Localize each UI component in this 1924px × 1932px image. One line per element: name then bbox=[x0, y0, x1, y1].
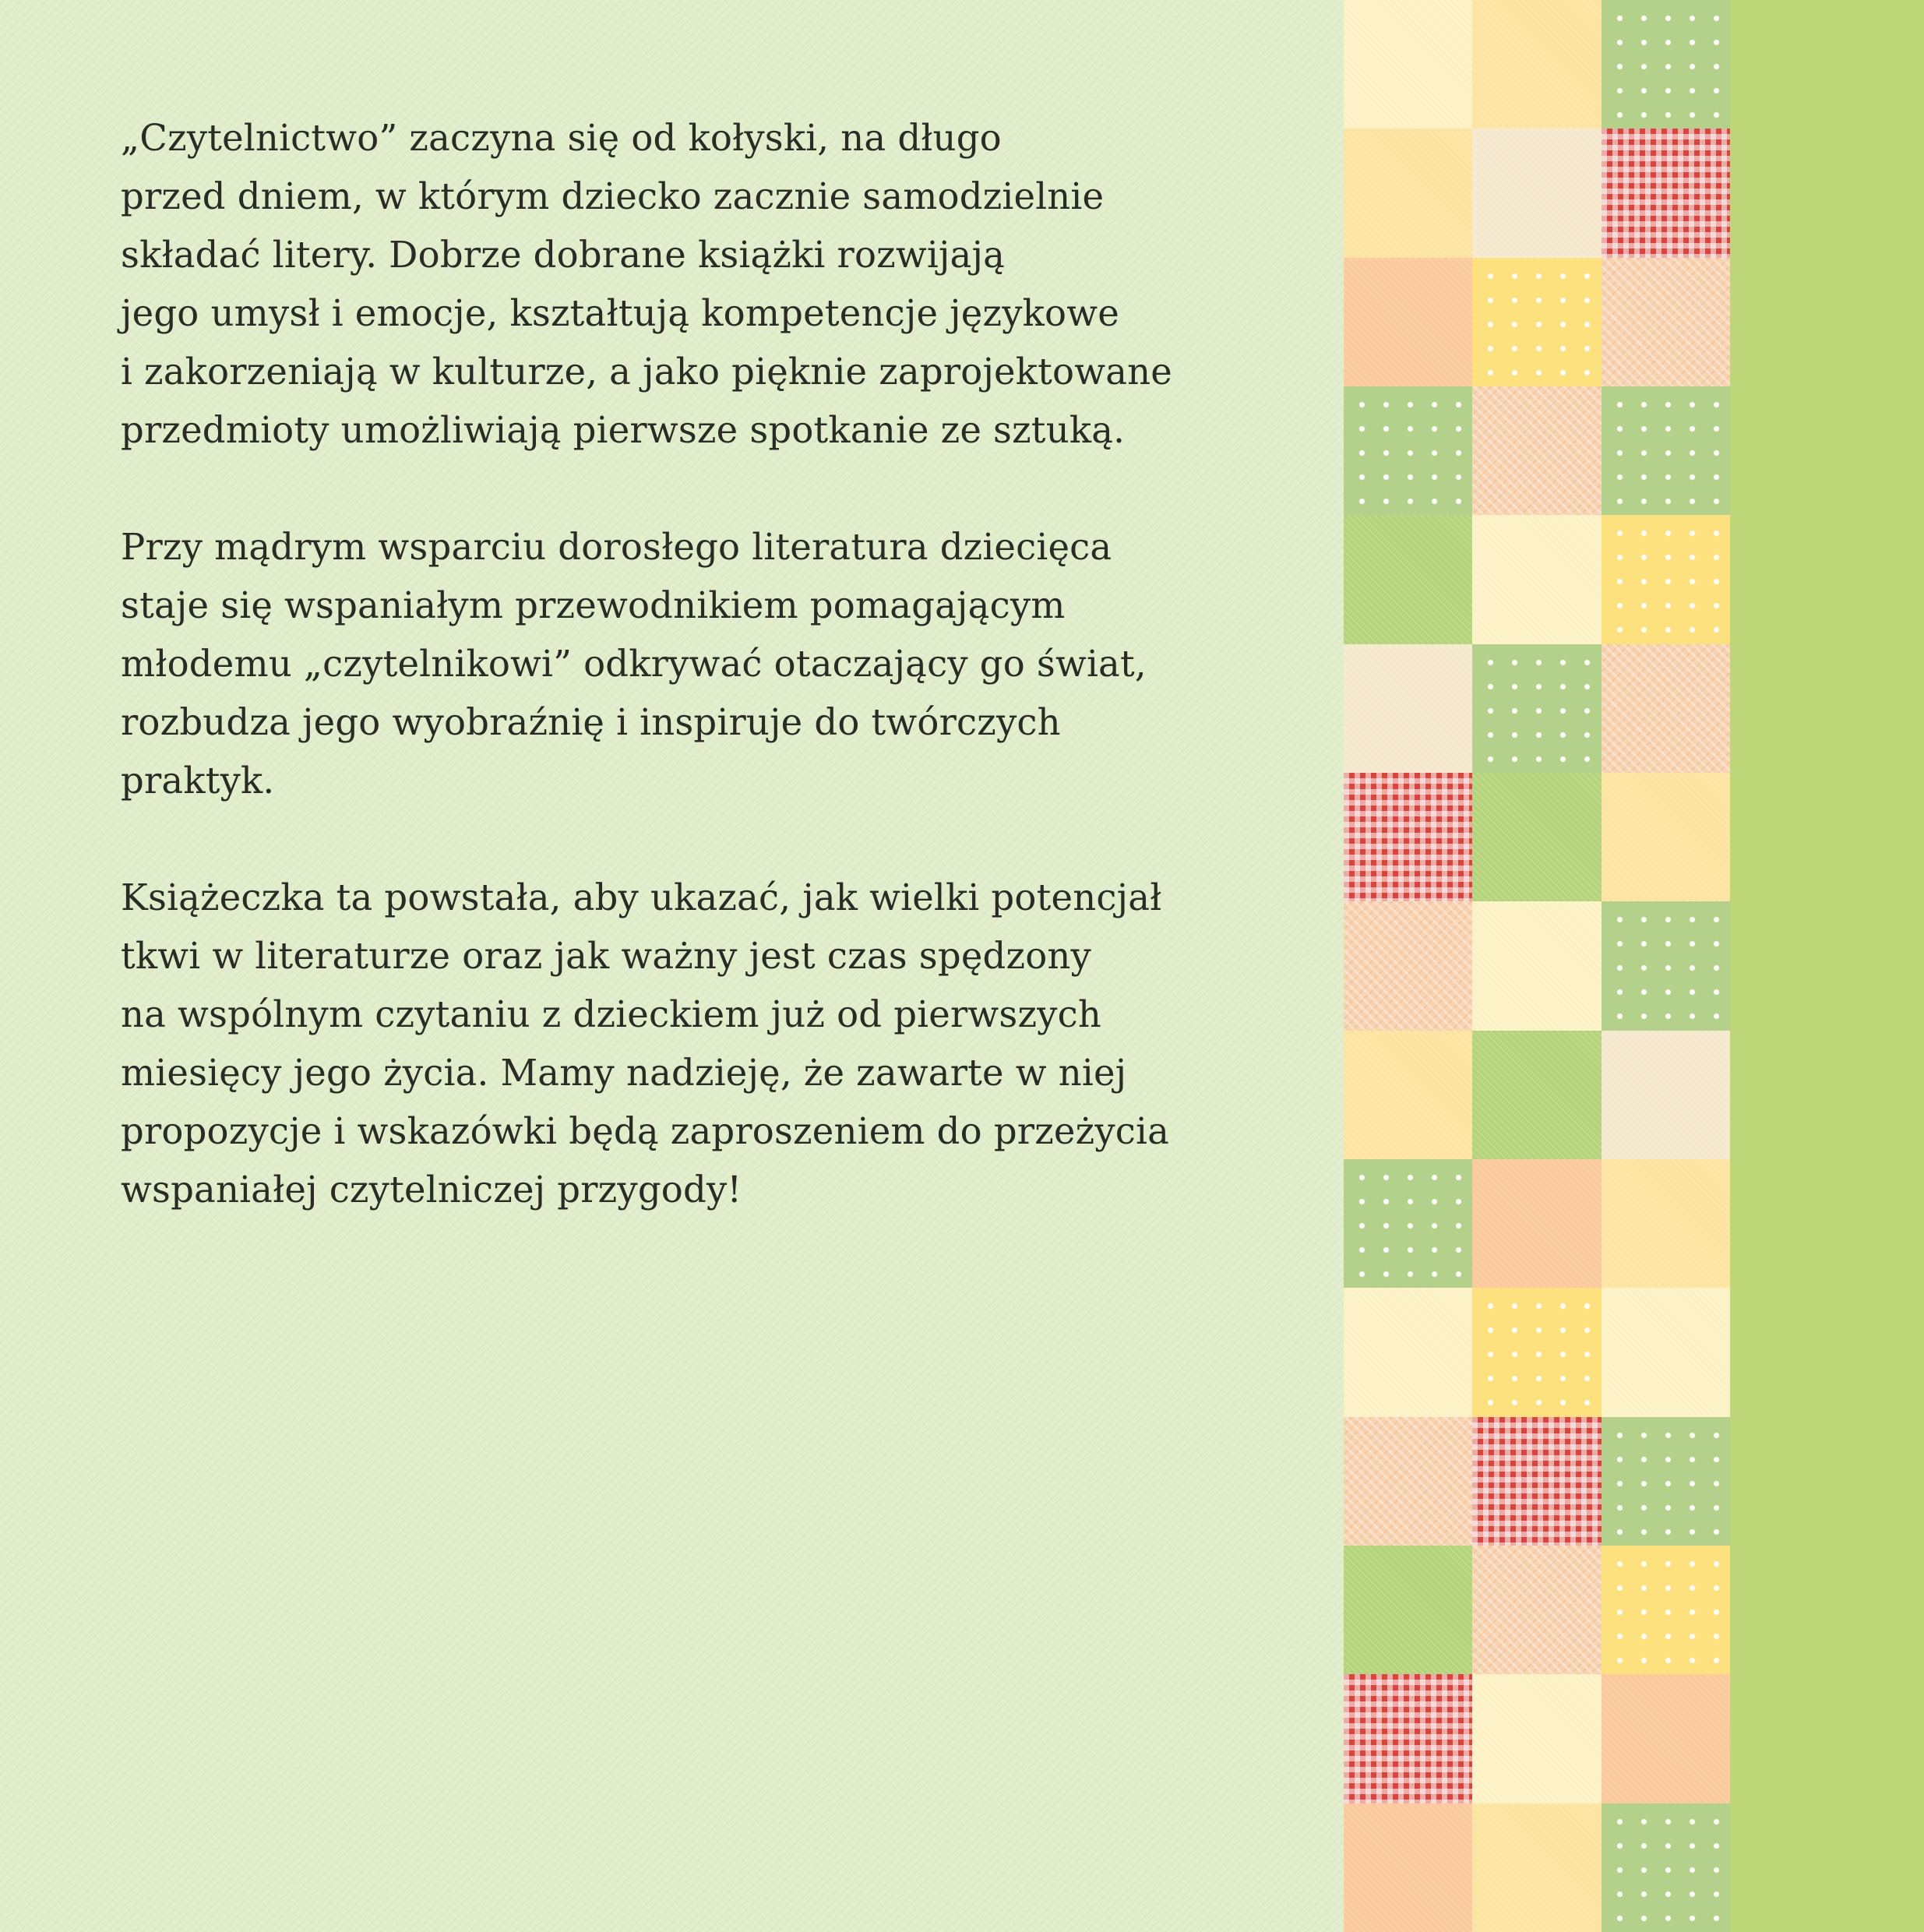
quilt-tile-red-gingham bbox=[1472, 1417, 1601, 1546]
quilt-tile-yellow-dots bbox=[1602, 1546, 1730, 1674]
text-line: Przy mądrym wsparciu dorosłego literatura dziecięca bbox=[121, 526, 1112, 568]
quilt-tile-green-dots bbox=[1602, 386, 1730, 515]
quilt-tile-green-solid bbox=[1472, 1031, 1601, 1159]
quilt-tile-peach-solid bbox=[1344, 1803, 1472, 1932]
quilt-tile-cream-solid bbox=[1344, 0, 1472, 129]
paragraph-1 bbox=[121, 109, 1227, 460]
quilt-tile-light-orange-solid bbox=[1602, 773, 1730, 901]
quilt-tile-peach-weave bbox=[1344, 901, 1472, 1030]
text-line: na wspólnym czytaniu z dzieckiem już od pierwszych bbox=[121, 993, 1102, 1035]
paragraph-3 bbox=[121, 869, 1227, 1219]
quilt-tile-green-dots bbox=[1602, 1803, 1730, 1932]
quilt-tile-red-gingham bbox=[1344, 1674, 1472, 1803]
quilt-tile-red-gingham bbox=[1602, 129, 1730, 257]
quilt-tile-light-orange-solid bbox=[1602, 1159, 1730, 1288]
quilt-tile-beige-solid bbox=[1602, 1031, 1730, 1159]
text-line: wspaniałej czytelniczej przygody! bbox=[121, 1169, 742, 1211]
quilt-tile-light-orange-solid bbox=[1472, 0, 1601, 129]
text-line: propozycje i wskazówki będą zaproszeniem do przeżycia bbox=[121, 1110, 1170, 1152]
quilt-tile-peach-solid bbox=[1602, 1674, 1730, 1803]
quilt-tile-peach-solid bbox=[1344, 258, 1472, 386]
quilt-tile-green-dots bbox=[1472, 644, 1601, 773]
text-line: Książeczka ta powstała, aby ukazać, jak wielki potencjał bbox=[121, 876, 1162, 918]
quilt-tile-green-dots bbox=[1344, 1159, 1472, 1288]
quilt-tile-light-orange-solid bbox=[1344, 1031, 1472, 1159]
green-edge-stripe bbox=[1730, 0, 1924, 1932]
quilt-tile-peach-weave bbox=[1602, 644, 1730, 773]
text-line: młodemu „czytelnikowi” odkrywać otaczający go świat, bbox=[121, 643, 1147, 685]
text-line: „Czytelnictwo” zaczyna się od kołyski, na długo bbox=[121, 117, 1002, 159]
quilt-tile-yellow-dots bbox=[1472, 1288, 1601, 1416]
text-line: przedmioty umożliwiają pierwsze spotkanie ze sztuką. bbox=[121, 409, 1126, 451]
text-line: tkwi w literaturze oraz jak ważny jest czas spędzony bbox=[121, 935, 1092, 977]
quilt-tile-peach-solid bbox=[1472, 1159, 1601, 1288]
text-line: i zakorzeniają w kulturze, a jako pięknie zaprojektowane bbox=[121, 351, 1173, 393]
quilt-tile-light-orange-solid bbox=[1344, 129, 1472, 257]
quilt-tile-red-gingham bbox=[1344, 773, 1472, 901]
quilt-tile-green-solid bbox=[1344, 1546, 1472, 1674]
text-line: przed dniem, w którym dziecko zacznie samodzielnie bbox=[121, 175, 1105, 217]
text-line: staje się wspaniałym przewodnikiem pomagającym bbox=[121, 584, 1066, 626]
quilt-tile-green-solid bbox=[1472, 773, 1601, 901]
quilt-tile-peach-weave bbox=[1472, 1546, 1601, 1674]
quilt-tile-green-dots bbox=[1602, 0, 1730, 129]
text-line: rozbudza jego wyobraźnię i inspiruje do twórczych bbox=[121, 701, 1061, 743]
paragraph-2 bbox=[121, 518, 1227, 810]
quilt-tile-cream-solid bbox=[1344, 1288, 1472, 1416]
quilt-tile-cream-solid bbox=[1472, 515, 1601, 643]
patchwork-quilt-border bbox=[1344, 0, 1730, 1932]
quilt-tile-light-orange-solid bbox=[1472, 1803, 1601, 1932]
quilt-tile-green-dots bbox=[1602, 1417, 1730, 1546]
quilt-tile-peach-weave bbox=[1344, 1417, 1472, 1546]
quilt-tile-beige-solid bbox=[1344, 644, 1472, 773]
quilt-tile-yellow-dots bbox=[1602, 515, 1730, 643]
text-line: miesięcy jego życia. Mamy nadzieję, że zawarte w niej bbox=[121, 1052, 1127, 1094]
quilt-tile-cream-solid bbox=[1472, 901, 1601, 1030]
quilt-tile-green-dots bbox=[1602, 901, 1730, 1030]
quilt-tile-beige-solid bbox=[1472, 129, 1601, 257]
text-line: praktyk. bbox=[121, 760, 275, 802]
quilt-tile-peach-weave bbox=[1602, 258, 1730, 386]
quilt-tile-peach-weave bbox=[1472, 386, 1601, 515]
text-line: jego umysł i emocje, kształtują kompetencje językowe bbox=[121, 292, 1119, 334]
quilt-tile-green-solid bbox=[1344, 515, 1472, 643]
quilt-tile-green-dots bbox=[1344, 386, 1472, 515]
quilt-tile-yellow-dots bbox=[1472, 258, 1601, 386]
body-text bbox=[121, 109, 1227, 1278]
quilt-tile-cream-solid bbox=[1602, 1288, 1730, 1416]
quilt-tile-cream-solid bbox=[1472, 1674, 1601, 1803]
text-line: składać litery. Dobrze dobrane książki rozwijają bbox=[121, 234, 1006, 276]
